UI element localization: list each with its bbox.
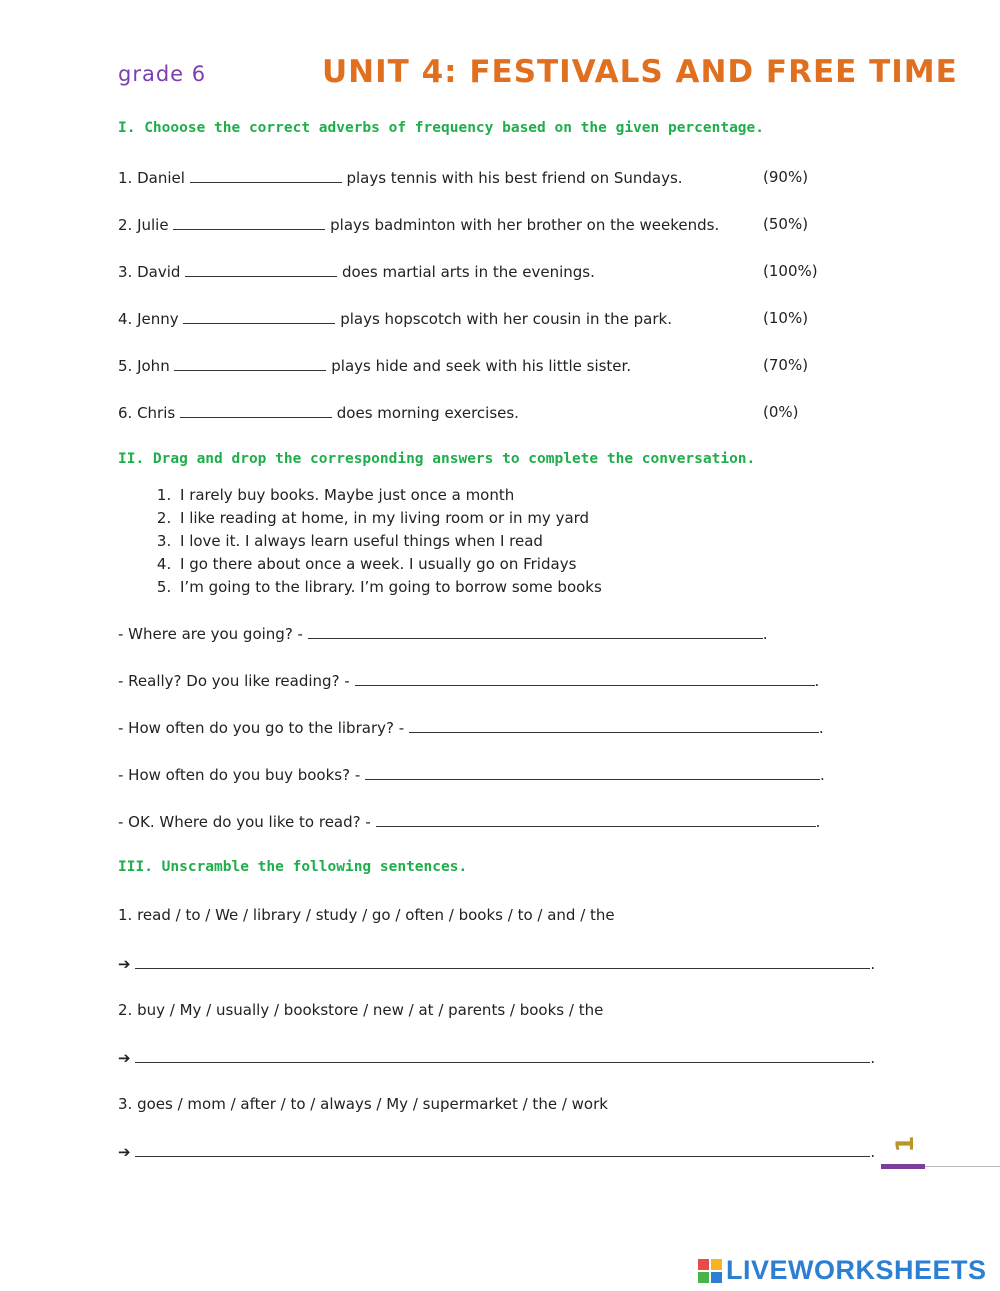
answer-option-1[interactable]: 1. I rarely buy books. Maybe just once a month — [176, 484, 602, 507]
page-number-bar — [881, 1164, 925, 1169]
s2-question-text: - How often do you buy books? - — [118, 766, 361, 784]
logo-square — [698, 1259, 709, 1270]
s1-item-6 — [118, 403, 519, 422]
s1-answer-blank-3[interactable] — [185, 262, 337, 277]
answer-options-list — [140, 484, 602, 599]
grade-label: grade 6 — [118, 62, 207, 86]
s2-question-1: - Where are you going? - . — [118, 625, 768, 643]
s2-drop-zone-5[interactable] — [376, 812, 816, 827]
s2-question-3: - How often do you go to the library? - . — [118, 719, 824, 737]
page-number-text: 1 — [891, 1135, 919, 1153]
s2-question-text: - Where are you going? - — [118, 625, 303, 643]
s1-item-prefix: 6. Chris — [118, 404, 176, 422]
s1-item-rest: plays hopscotch with her cousin in the park. — [340, 310, 672, 328]
s2-drop-zone-3[interactable] — [409, 718, 819, 733]
arrow-right-icon: ➔ — [118, 1143, 131, 1161]
s3-answer-blank-2[interactable] — [135, 1048, 870, 1063]
s1-answer-blank-5[interactable] — [174, 356, 326, 371]
s2-question-5: - OK. Where do you like to read? - . — [118, 813, 821, 831]
s3-answer-row-3: ➔ . — [118, 1143, 876, 1161]
s2-question-text: - Really? Do you like reading? - — [118, 672, 350, 690]
s1-percentage-6: (0%) — [763, 403, 799, 421]
s1-item-4 — [118, 309, 672, 328]
s2-question-2: - Really? Do you like reading? - . — [118, 672, 820, 690]
s1-item-rest: plays badminton with her brother on the weekends. — [330, 216, 720, 234]
logo-square — [698, 1272, 709, 1283]
s3-answer-row-2: ➔ . — [118, 1049, 876, 1067]
s2-drop-zone-1[interactable] — [308, 624, 763, 639]
s1-item-prefix: 5. John — [118, 357, 170, 375]
s1-item-1 — [118, 168, 683, 187]
s2-question-text: - OK. Where do you like to read? - — [118, 813, 371, 831]
unit-title: UNIT 4: FESTIVALS AND FREE TIME — [322, 54, 958, 90]
liveworksheets-logo[interactable] — [698, 1255, 987, 1286]
s1-item-prefix: 4. Jenny — [118, 310, 179, 328]
s1-answer-blank-2[interactable] — [173, 215, 325, 230]
section-1-heading: I. Chooose the correct adverbs of frequency based on the given percentage. — [118, 120, 765, 136]
s2-drop-zone-4[interactable] — [365, 765, 820, 780]
s3-scrambled-3: 3. goes / mom / after / to / always / My / supermarket / the / work — [118, 1095, 608, 1113]
s1-answer-blank-1[interactable] — [190, 168, 342, 183]
s3-answer-blank-3[interactable] — [135, 1142, 870, 1157]
page-divider — [925, 1166, 1000, 1167]
answer-option-4[interactable]: 4. I go there about once a week. I usually go on Fridays — [176, 553, 602, 576]
s3-scrambled-1: 1. read / to / We / library / study / go / often / books / to / and / the — [118, 906, 615, 924]
s1-item-5 — [118, 356, 631, 375]
s2-drop-zone-2[interactable] — [355, 671, 815, 686]
s1-item-3 — [118, 262, 595, 281]
s2-question-4: - How often do you buy books? - . — [118, 766, 825, 784]
s1-answer-blank-4[interactable] — [183, 309, 335, 324]
section-3-heading: III. Unscramble the following sentences. — [118, 859, 468, 875]
logo-squares-icon — [698, 1259, 722, 1283]
s1-percentage-3: (100%) — [763, 262, 818, 280]
s3-scrambled-2: 2. buy / My / usually / bookstore / new / at / parents / books / the — [118, 1001, 604, 1019]
logo-text: LIVEWORKSHEETS — [726, 1255, 987, 1285]
answer-option-2[interactable]: 2. I like reading at home, in my living room or in my yard — [176, 507, 602, 530]
s1-item-rest: plays hide and seek with his little sister. — [331, 357, 632, 375]
section-2-heading: II. Drag and drop the corresponding answers to complete the conversation. — [118, 451, 756, 467]
s1-item-prefix: 3. David — [118, 263, 181, 281]
s1-item-rest: plays tennis with his best friend on Sundays. — [346, 169, 683, 187]
s1-item-2 — [118, 215, 719, 234]
s1-answer-blank-6[interactable] — [180, 403, 332, 418]
s3-answer-blank-1[interactable] — [135, 954, 870, 969]
answer-option-3[interactable]: 3. I love it. I always learn useful things when I read — [176, 530, 602, 553]
logo-square — [711, 1272, 722, 1283]
arrow-right-icon: ➔ — [118, 1049, 131, 1067]
s1-item-prefix: 2. Julie — [118, 216, 169, 234]
answer-option-5[interactable]: 5. I’m going to the library. I’m going to borrow some books — [176, 576, 602, 599]
s2-question-text: - How often do you go to the library? - — [118, 719, 405, 737]
page-number — [889, 1130, 921, 1156]
s1-percentage-4: (10%) — [763, 309, 809, 327]
s1-item-rest: does morning exercises. — [336, 404, 519, 422]
logo-square — [711, 1259, 722, 1270]
s3-answer-row-1: ➔ . — [118, 955, 876, 973]
s1-percentage-1: (90%) — [763, 168, 809, 186]
arrow-right-icon: ➔ — [118, 955, 131, 973]
s1-item-prefix: 1. Daniel — [118, 169, 185, 187]
s1-item-rest: does martial arts in the evenings. — [341, 263, 595, 281]
s1-percentage-2: (50%) — [763, 215, 809, 233]
s1-percentage-5: (70%) — [763, 356, 809, 374]
